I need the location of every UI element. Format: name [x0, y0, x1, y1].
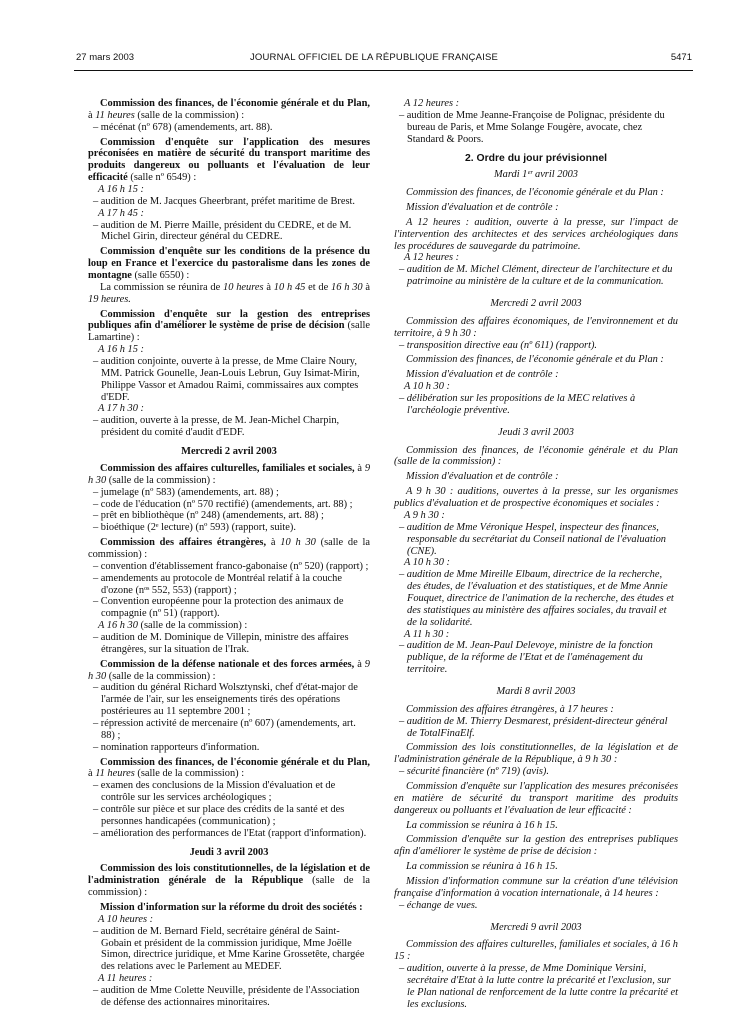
page-number: 5471 — [670, 52, 692, 63]
day-heading: Mercredi 9 avril 2003 — [490, 921, 582, 933]
time-slot: A 12 heures : — [404, 252, 460, 264]
agenda-item: – répression activité de mercenaire (nº 607) (amendements, art. 88) ; — [93, 717, 356, 741]
committee-name: Mission d'information commune sur la création d'une télévision française d'information à vocation internationale, à 14 heures : — [394, 875, 678, 899]
committee-name: Commission d'enquête sur la gestion des entreprises publiques afin d'améliorer le système de prise de décision — [88, 308, 370, 332]
committee-name: Commission des lois constitutionnelles, de la législation et de l'administration générale de la République — [88, 863, 370, 887]
agenda-paragraph: A 12 heures : audition, ouverte à la presse, sur l'impact de l'intervention des architectes et des services archéologiques dans les procédures de sauvegarde du patrimoine. — [394, 216, 678, 252]
time-slot: A 9 h 30 : — [404, 509, 445, 521]
right-column — [394, 98, 678, 1011]
entry-finances: Commission des finances, de l'économie générale et du Plan, à 11 heures (salle de la commission) : — [88, 98, 370, 121]
committee-name: Commission d'enquête sur l'application des mesures préconisées en matière de sécurité du transport maritime des produits dangereux ou polluants et l'évaluation de leur efficacité — [88, 136, 370, 184]
time-slot: A 16 h 15 : — [98, 344, 144, 356]
entry-finances-2: Commission des finances, de l'économie générale et du Plan, à 11 heures (salle de la commission) : — [88, 756, 370, 780]
entry-affaires-etrangeres: Commission des affaires étrangères, à 10 h 30 (salle de la commission) : — [88, 537, 371, 560]
agenda-item: – amendements au protocole de Montréal relatif à la couche d'ozone (nᵒˢ 552, 553) (rapport) ; — [93, 572, 342, 596]
committee-name: Commission des finances, de l'économie générale et du Plan, — [100, 98, 370, 109]
day-heading: Mercredi 2 avril 2003 — [181, 446, 277, 458]
agenda-item: – échange de vues. — [399, 899, 478, 911]
agenda-item: – audition de M. Michel Clément, directeur de l'architecture et du patrimoine au ministère de la culture et de la communication. — [399, 264, 673, 288]
day-heading: Mardi 1ᵉʳ avril 2003 — [493, 169, 579, 181]
mission-heading: Mission d'évaluation et de contrôle : — [406, 471, 559, 483]
agenda-item: – audition de Mme Colette Neuville, présidente de l'Association de défense des actionnaires minoritaires. — [93, 985, 360, 1008]
entry-lois: Commission des lois constitutionnelles, de la législation et de l'administration générale de la République (salle de la commission) : — [88, 863, 370, 899]
agenda-item: – examen des conclusions de la Mission d'évaluation et de contrôle sur les services archéologiques ; — [93, 780, 336, 804]
journal-title: JOURNAL OFFICIEL DE LA RÉPUBLIQUE FRANÇAISE — [249, 52, 499, 63]
agenda-item: – audition, ouverte à la presse, de M. Jean-Michel Charpin, président du comité d'audit d'EDF. — [93, 415, 340, 439]
agenda-item: – mécénat (nº 678) (amendements, art. 88). — [93, 121, 273, 133]
committee-name: Commission d'enquête sur l'application des mesures préconisées en matière de sécurité du transport maritime des produits dangereux ou polluants et l'évaluation de leur efficacité : — [394, 780, 678, 816]
page-header — [62, 52, 692, 70]
time-slot: A 11 heures : — [98, 973, 153, 985]
section-heading: 2. Ordre du jour prévisionnel — [464, 153, 608, 165]
agenda-item: – audition de Mme Jeanne-Françoise de Polignac, présidente du bureau de Paris, et Mme Solange Fougère, avocate, chez Standard & Poors. — [399, 109, 665, 145]
agenda-item: – audition de M. Jean-Paul Delevoye, ministre de la fonction publique, de la réforme de l'Etat et de l'aménagement du territoire. — [399, 640, 653, 676]
agenda-item: – audition de Mme Mireille Elbaum, directrice de la recherche, des études, de l'évaluation et des statistiques, et de Mme Annie Fouquet, directrice de l'animation de la recherche, des études et des statistiques au ministère des affaires sociales, du travail et de la solidarité. — [399, 569, 674, 628]
time-slot: A 16 h 30 (salle de la commission) : — [98, 620, 248, 632]
day-heading: Jeudi 3 avril 2003 — [498, 426, 574, 438]
agenda-item: – transposition directive eau (nº 611) (rapport). — [399, 339, 598, 351]
agenda-item: – audition de M. Pierre Maille, président du CEDRE, et de M. Michel Girin, directeur général du CEDRE. — [93, 219, 352, 243]
time-slot: A 16 h 15 : — [98, 184, 144, 196]
entry-enquete-loup: Commission d'enquête sur les conditions de la présence du loup en France et l'exercice du pastoralisme dans les zones de montagne (salle 6550) : — [88, 246, 370, 282]
agenda-item: – nomination rapporteurs d'information. — [93, 741, 260, 753]
entry-defense: Commission de la défense nationale et des forces armées, à 9 h 30 (salle de la commission) : — [88, 658, 370, 682]
entry-enquete-entreprises: Commission d'enquête sur la gestion des entreprises publiques afin d'améliorer le système de prise de décision (salle Lamartine) : — [88, 308, 370, 344]
mission-heading: Mission d'évaluation et de contrôle : — [406, 369, 559, 381]
time-slot: A 17 h 45 : — [98, 207, 144, 219]
agenda-item: – amélioration des performances de l'Etat (rapport d'information). — [93, 827, 367, 839]
committee-name: Commission des finances, de l'économie générale et du Plan : — [406, 187, 664, 199]
agenda-paragraph: A 9 h 30 : auditions, ouvertes à la presse, sur les organismes publics d'évaluation et de prospective économiques et sociales : — [394, 486, 678, 510]
time-slot: A 10 h 30 : — [404, 557, 450, 569]
meeting-note: La commission se réunira de 10 heures à 10 h 45 et de 16 h 30 à 19 heures. — [88, 281, 371, 305]
committee-name: Commission des affaires culturelles, familiales et sociales, — [100, 462, 355, 474]
agenda-item: – sécurité financière (nº 719) (avis). — [399, 766, 549, 778]
agenda-item: – jumelage (nº 583) (amendements, art. 88) ; — [93, 486, 279, 498]
mission-heading: Mission d'information sur la réforme du droit des sociétés : — [100, 902, 363, 913]
committee-name: Commission des lois constitutionnelles, de la législation et de l'administration générale de la République, à 9 h 30 : — [394, 742, 678, 766]
committee-name: Commission des affaires culturelles, familiales et sociales, à 16 h 15 : — [394, 939, 678, 963]
agenda-item: – prêt en bibliothèque (nº 248) (amendements, art. 88) ; — [93, 510, 324, 522]
agenda-item: – audition de M. Dominique de Villepin, ministre des affaires étrangères, sur la situation de l'Irak. — [93, 631, 349, 655]
day-heading: Mercredi 2 avril 2003 — [490, 298, 582, 310]
committee-name: Commission des affaires étrangères, — [100, 537, 267, 549]
time-slot: A 12 heures : — [404, 98, 460, 109]
committee-name: Commission d'enquête sur les conditions de la présence du loup en France et l'exercice du pastoralisme dans les zones de montagne — [88, 246, 370, 282]
agenda-item: – audition, ouverte à la presse, de Mme Dominique Versini, secrétaire d'Etat à la lutte contre la précarité et l'exclusion, sur le Plan national de renforcement de la lutte contre la précarité et les exclusions. — [399, 963, 678, 1010]
committee-name: Commission des finances, de l'économie générale et du Plan : — [406, 354, 664, 366]
agenda-item: – audition de M. Jacques Gheerbrant, préfet maritime de Brest. — [93, 195, 355, 207]
mission-heading: Mission d'évaluation et de contrôle : — [406, 202, 559, 214]
committee-name: Commission d'enquête sur la gestion des entreprises publiques afin d'améliorer le système de prise de décision : — [394, 834, 678, 858]
day-heading: Mardi 8 avril 2003 — [496, 685, 576, 697]
committee-name: Commission des affaires étrangères, à 17 heures : — [406, 703, 614, 715]
time-slot: A 10 heures : — [98, 913, 154, 925]
agenda-item: – audition de Mme Véronique Hespel, inspecteur des finances, responsable du secrétariat du Conseil national de l'évaluation (CNE). — [399, 521, 666, 557]
committee-name: Commission de la défense nationale et des forces armées, — [100, 658, 355, 670]
agenda-item: – convention d'établissement franco-gabonaise (nº 520) (rapport) ; — [93, 560, 369, 572]
committee-name: Commission des finances, de l'économie générale et du Plan, — [100, 756, 370, 768]
agenda-item: – audition de M. Bernard Field, secrétaire général de Saint-Gobain et président de la commission juridique, Mme Joëlle Simon, directrice juridique, et Mme Karine Grossetête, chargée des relations avec le Parlement au MEDEF. — [93, 925, 365, 973]
committee-name: Commission des affaires économiques, de l'environnement et du territoire, à 9 h 30 : — [394, 315, 678, 339]
agenda-item: – audition de M. Thierry Desmarest, président-directeur général de TotalFinaElf. — [399, 715, 668, 739]
agenda-item: – bioéthique (2ᵉ lecture) (nº 593) (rapport, suite). — [93, 522, 296, 534]
time-slot: A 10 h 30 : — [404, 381, 450, 393]
agenda-item: – audition du général Richard Wolsztynski, chef d'état-major de l'armée de l'air, sur les enseignements tirés des opérations postérieures au 11 septembre 2001 ; — [93, 682, 358, 718]
header-rule — [74, 70, 693, 71]
meeting-note: La commission se réunira à 16 h 15. — [406, 819, 558, 831]
agenda-item: – audition conjointe, ouverte à la presse, de Mme Claire Noury, MM. Patrick Gounelle, Jean-Louis Lebrun, Guy Isimat-Mirin, Philippe Vassor et Amadou Raimi, commissaires aux comptes d'EDF. — [93, 356, 360, 403]
entry-enquete-maritime: Commission d'enquête sur l'application des mesures préconisées en matière de sécurité du transport maritime des produits dangereux ou polluants et l'évaluation de leur efficacité (salle nº 6549) : — [88, 136, 370, 184]
agenda-item: – code de l'éducation (nº 570 rectifié) (amendements, art. 88) ; — [93, 498, 353, 510]
header-date: 27 mars 2003 — [76, 52, 135, 63]
time-slot: A 17 h 30 : — [98, 403, 144, 415]
day-heading: Jeudi 3 avril 2003 — [189, 846, 269, 858]
agenda-item: – contrôle sur pièce et sur place des crédits de la santé et des personnes handicapées (communication) ; — [93, 803, 345, 827]
entry-affaires-culturelles: Commission des affaires culturelles, familiales et sociales, à 9 h 30 (salle de la commission) : — [88, 462, 371, 486]
agenda-item: – délibération sur les propositions de la MEC relatives à l'archéologie préventive. — [399, 393, 636, 416]
meeting-note: La commission se réunira à 16 h 15. — [406, 861, 558, 873]
committee-name: Commission des finances, de l'économie générale et du Plan (salle de la commission) : — [394, 444, 678, 468]
agenda-item: – Convention européenne pour la protection des animaux de compagnie (nº 51) (rapport). — [93, 596, 344, 620]
left-column — [88, 98, 370, 1009]
time-slot: A 11 h 30 : — [404, 628, 450, 640]
